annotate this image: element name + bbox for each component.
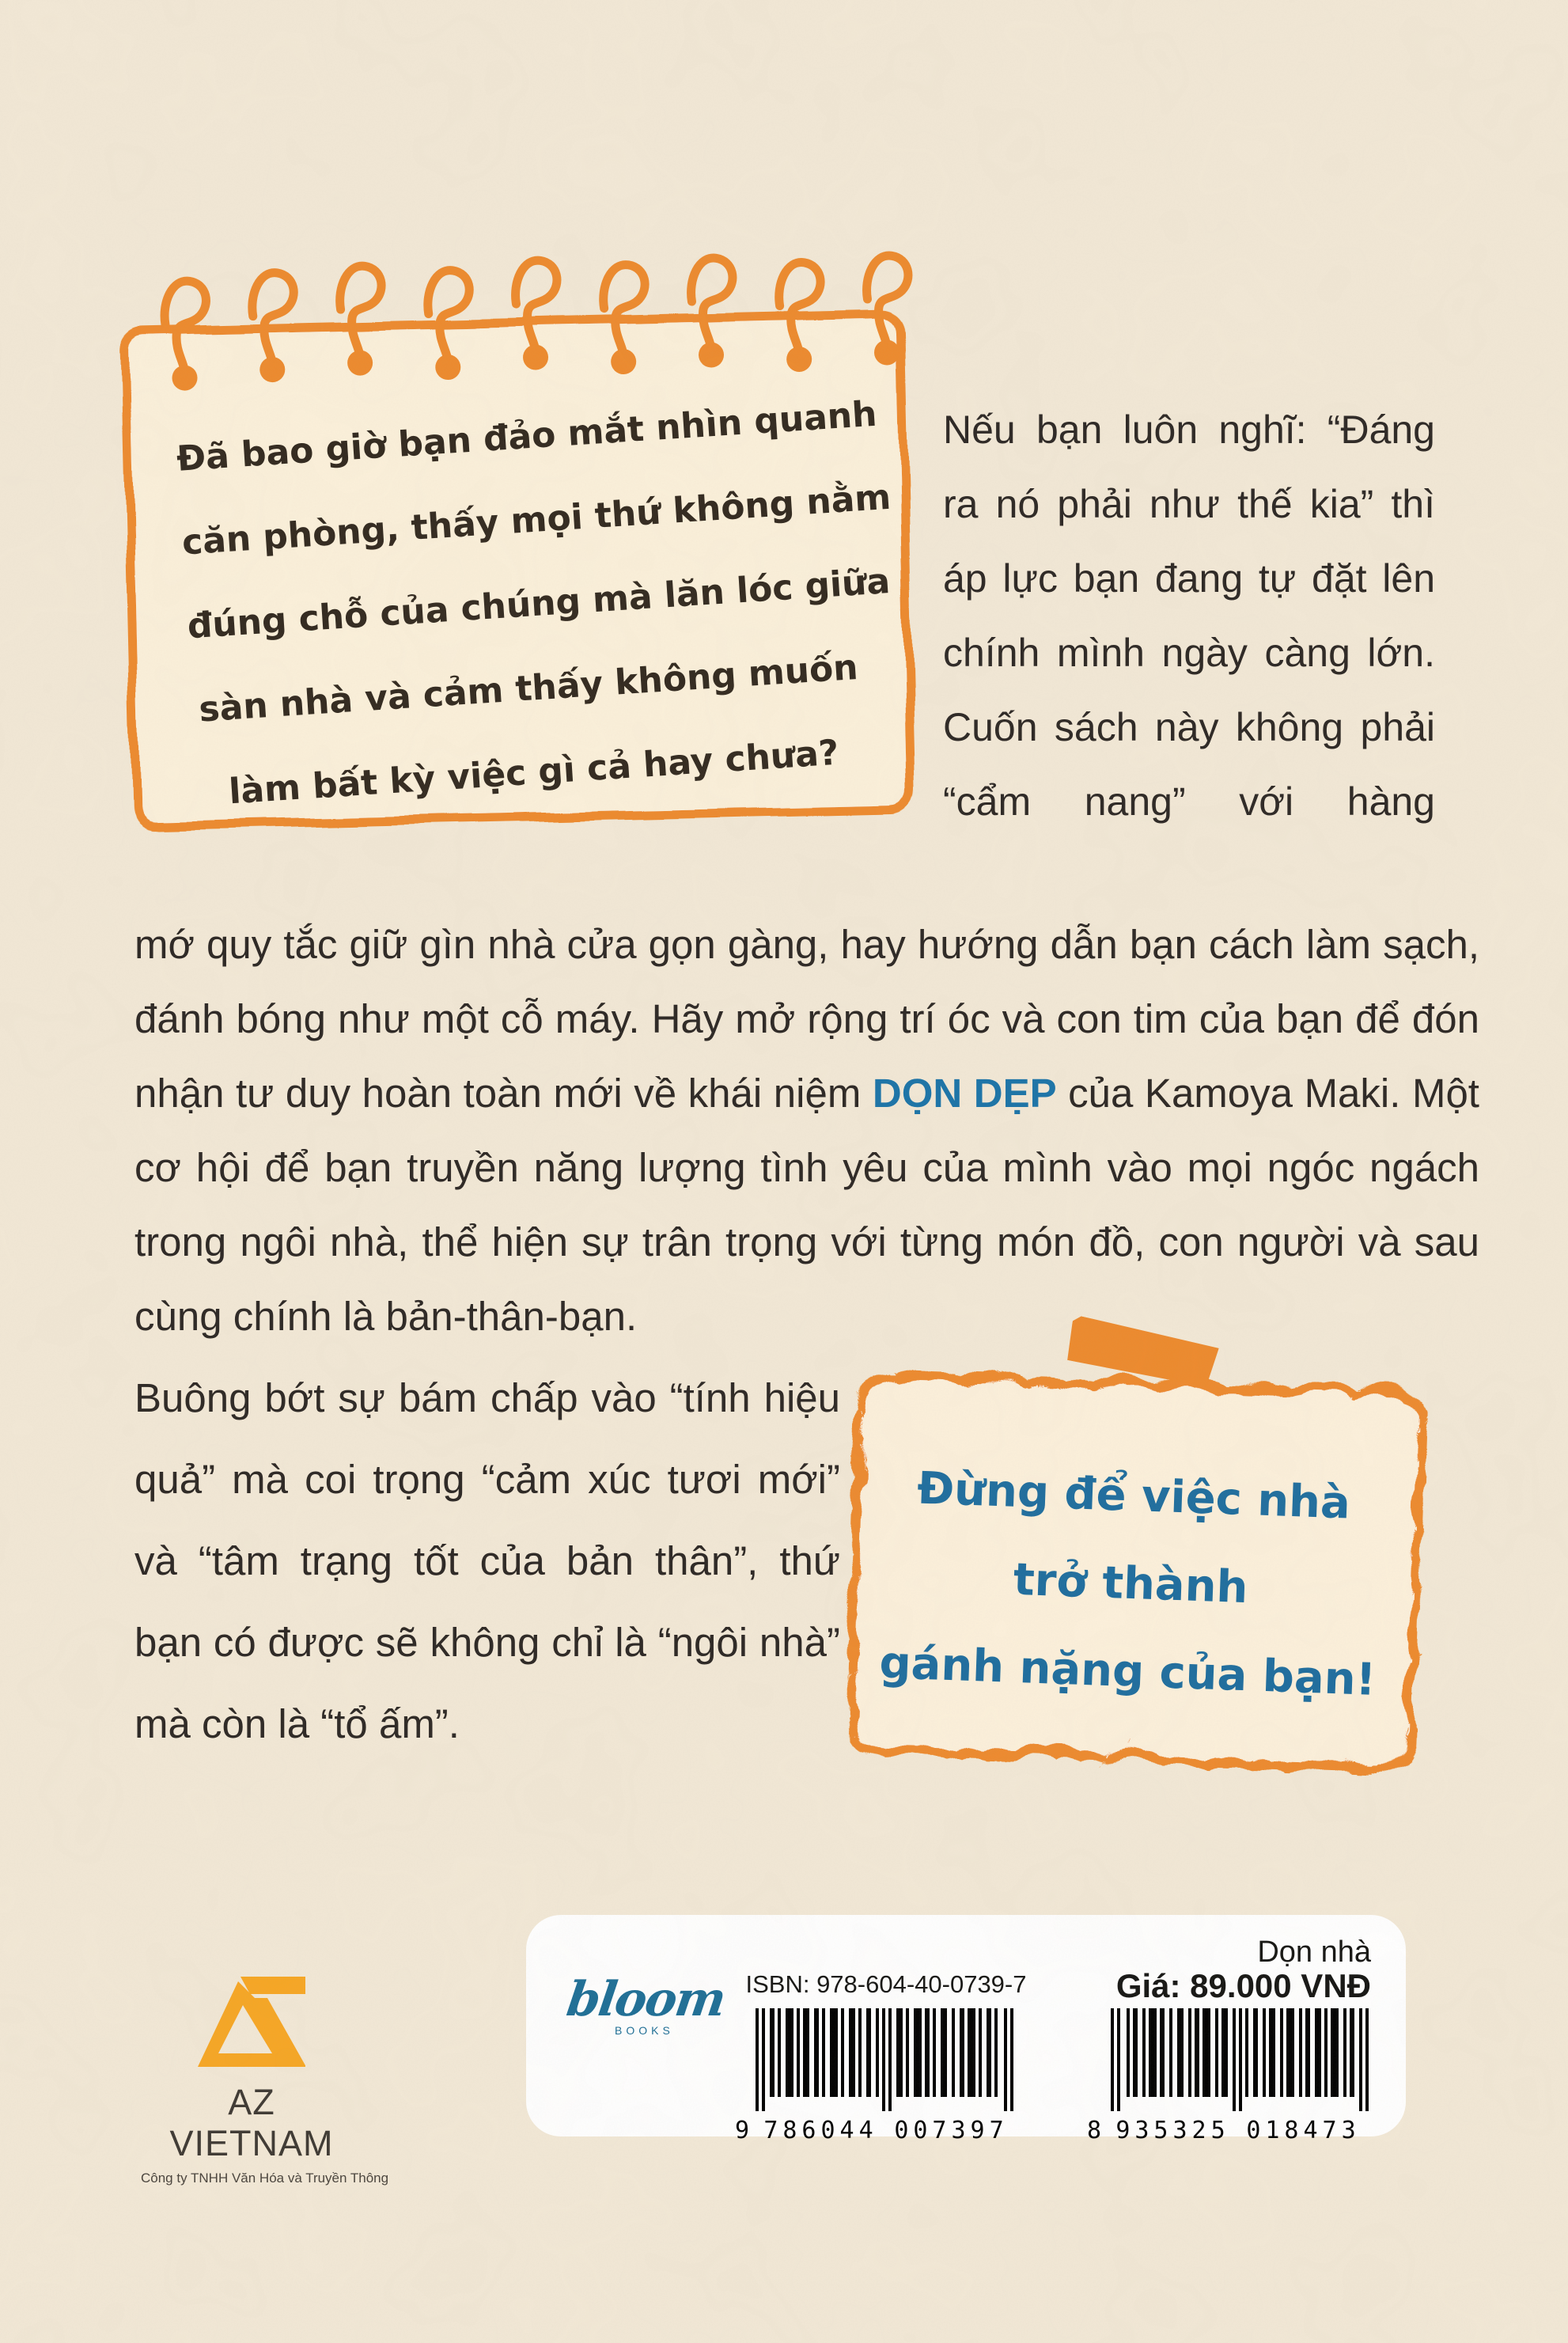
ean-barcode (1087, 2008, 1369, 2144)
notepad-line: sàn nhà và cảm thấy không muốn (197, 646, 859, 730)
az-vietnam-logo-icon (198, 1977, 305, 2067)
sales-panel (526, 1915, 1406, 2144)
price-label: Giá: 89.000 VNĐ (1115, 1967, 1371, 2004)
bloom-script-text: bloom (563, 1972, 729, 2027)
notepad-line: đúng chỗ của chúng mà lăn lóc giữa (186, 561, 892, 647)
barcode-bars-icon (1108, 2008, 1369, 2111)
left-paragraph: Buông bớt sự bám chấp vào “tính hiệu quả” mà coi trọng “cảm xúc tươi mới” và “tâm trạng tốt của bản thân”, thứ bạn có được sẽ không chỉ là “ngôi nhà” mà còn là “tổ ấm”. (134, 1375, 840, 1746)
barcode-digit-group: 786044 (763, 2117, 878, 2144)
notepad (104, 244, 941, 887)
notepad-line: căn phòng, thấy mọi thứ không nằm (180, 476, 892, 563)
sticky-line: gánh nặng của bạn! (878, 1636, 1377, 1706)
publisher-name: AZ VIETNAM (169, 2082, 334, 2163)
isbn-barcode (735, 2008, 1017, 2144)
barcode-digit-group: 007397 (894, 2117, 1009, 2144)
intro-paragraph: Nếu bạn luôn nghĩ: “Đáng ra nó phải như thế kia” thì áp lực bạn đang tự đặt lên chính mình ngày càng lớn. Cuốn sách này không phải “cẩm nang” với hàng (943, 408, 1435, 824)
main-paragraph-after: của Kamoya Maki. Một cơ hội để bạn truyền năng lượng tình yêu của mình vào mọi ngóc ngách trong ngôi nhà, thể hiện sự trân trọng với từng món đồ, con người và sau cùng chính là bản-thân-bạn. (134, 1071, 1479, 1339)
sticky-note-text (865, 1443, 1396, 1725)
publisher-subtitle: Công ty TNHH Văn Hóa và Truyền Thông (141, 2170, 389, 2186)
barcode-digits (735, 2117, 1017, 2144)
barcode-digit-group: 935325 (1115, 2117, 1230, 2144)
bloom-books-logo (563, 1972, 729, 2037)
barcode-digit-lead: 8 (1087, 2117, 1102, 2144)
notepad-line: Đã bao giờ bạn đảo mắt nhìn quanh (175, 393, 878, 480)
bloom-books-text: BOOKS (615, 2024, 674, 2037)
publisher-block (141, 1977, 389, 2186)
barcode-bars-icon (756, 2008, 1017, 2111)
don-dep-accent: DỌN DẸP (872, 1071, 1057, 1116)
sticky-line: Đừng để việc nhà (916, 1462, 1351, 1530)
main-paragraph-before: mớ quy tắc giữ gìn nhà cửa gọn gàng, hay hướng dẫn bạn cách làm sạch, đánh bóng như một cỗ máy. Hãy mở rộng trí óc và con tim của bạn để đón nhận tư duy hoàn toàn mới về khái niệm (134, 922, 1479, 1116)
isbn-label: ISBN: 978-604-40-0739-7 (745, 1970, 1027, 1998)
sticky-line: trở thành (1012, 1553, 1249, 1614)
barcode-digit-group: 018473 (1246, 2117, 1361, 2144)
sticky-note (814, 1311, 1448, 1823)
barcode-digits (1087, 2117, 1369, 2144)
barcode-digit-lead: 9 (735, 2117, 750, 2144)
notepad-line: làm bất kỳ việc gì cả hay chưa? (227, 732, 840, 813)
notepad-handwritten-text (174, 374, 892, 836)
main-paragraph (134, 908, 1479, 1354)
book-title: Dọn nhà (1257, 1935, 1371, 1969)
